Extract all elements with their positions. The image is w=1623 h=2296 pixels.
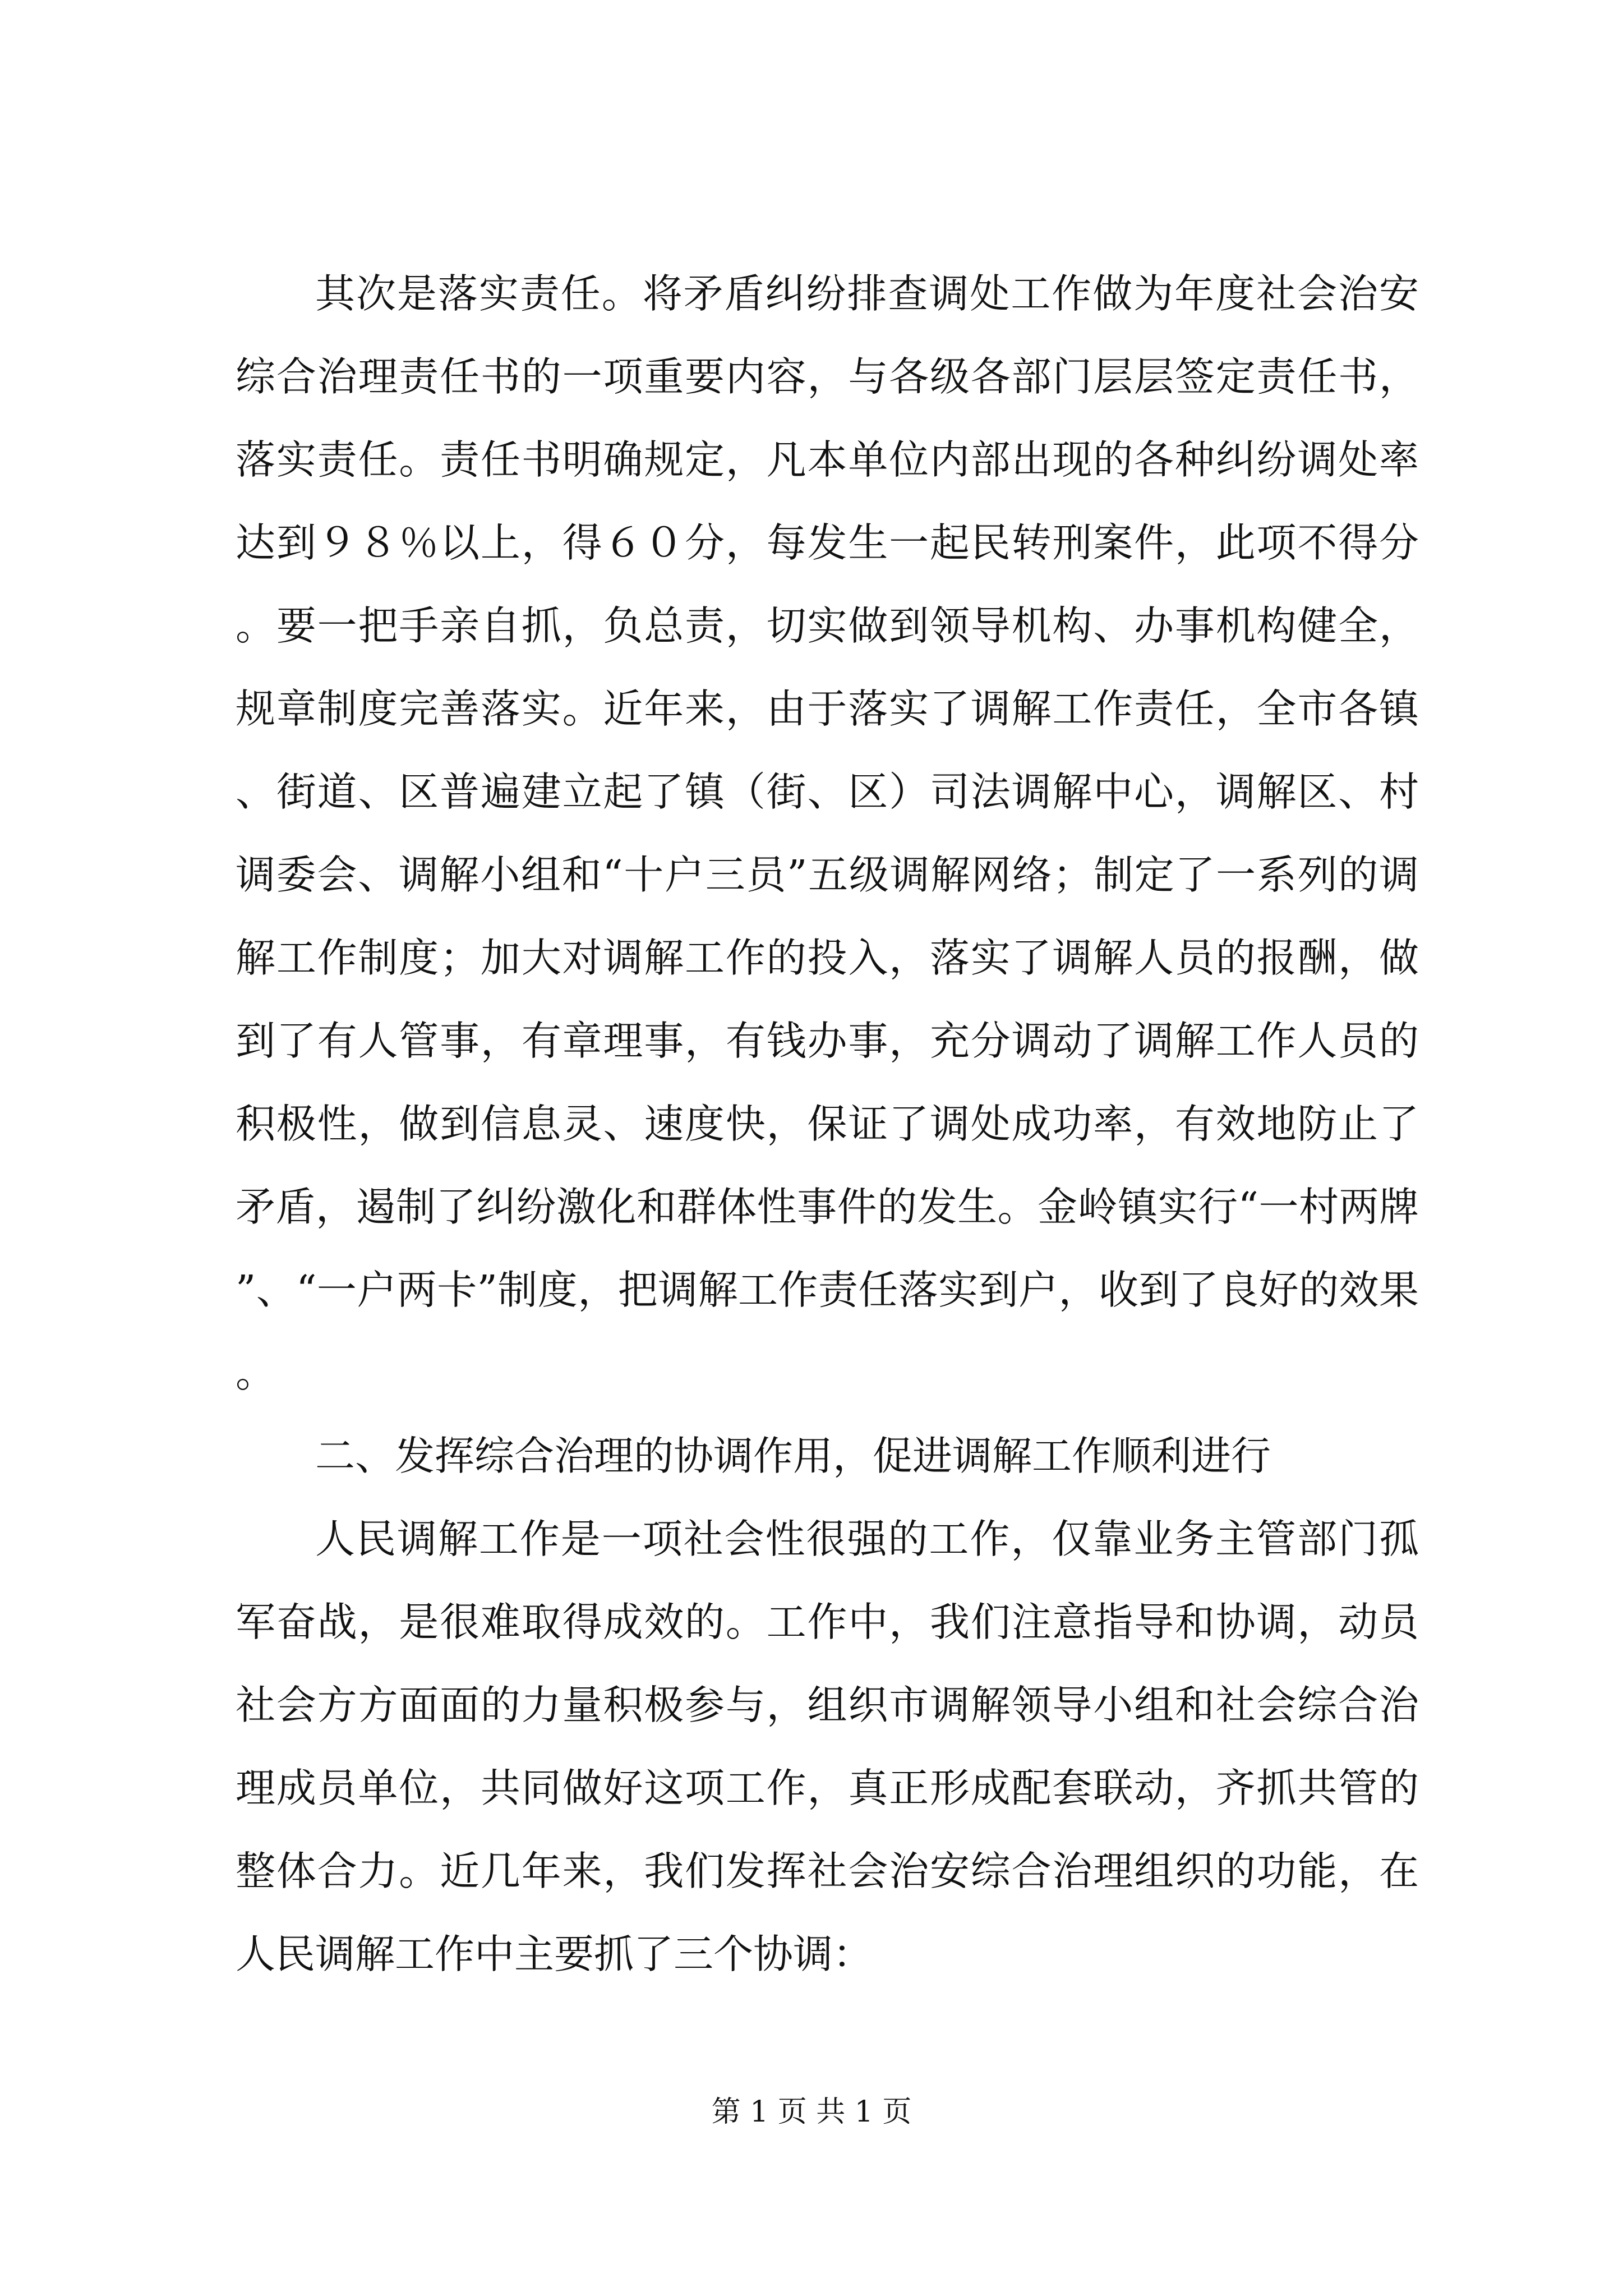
paragraph-mediation-work: 人民调解工作是一项社会性很强的工作，仅靠业务主管部门孤军奋战，是很难取得成效的。工作中，我们注意指导和协调，动员社会方方面面的力量积极参与，组织市调解领导小组和社会综合治理成员单位，共同做好这项工作，真正形成配套联动，齐抓共管的整体合力。近几年来，我们发挥社会治安综合治理组织的功能，在人民调解工作中主要抓了三个协调： [236, 1516, 1419, 1977]
document-body [236, 252, 1419, 1996]
page-footer: 第 1 页 共 1 页 [711, 2095, 912, 2129]
section-heading-coordination: 二、发挥综合治理的协调作用，促进调解工作顺利进行 [315, 1433, 1271, 1479]
paragraph-responsibility: 其次是落实责任。将矛盾纠纷排查调处工作做为年度社会治安综合治理责任书的一项重要内容，与各级各部门层层签定责任书，落实责任。责任书明确规定，凡本单位内部出现的各种纠纷调处率达到９８％以上，得６０分，每发生一起民转刑案件，此项不得分。要一把手亲自抓，负总责，切实做到领导机构、办事机构健全，规章制度完善落实。近年来，由于落实了调解工作责任，全市各镇、街道、区普遍建立起了镇（街、区）司法调解中心，调解区、村调委会、调解小组和“十户三员”五级调解网络；制定了一系列的调解工作制度；加大对调解工作的投入，落实了调解人员的报酬，做到了有人管事，有章理事，有钱办事，充分调动了调解工作人员的积极性，做到信息灵、速度快，保证了调处成功率，有效地防止了矛盾，遏制了纠纷激化和群体性事件的发生。金岭镇实行“一村两牌”、“一户两卡”制度，把调解工作责任落实到户，收到了良好的效果。 [236, 270, 1419, 1396]
